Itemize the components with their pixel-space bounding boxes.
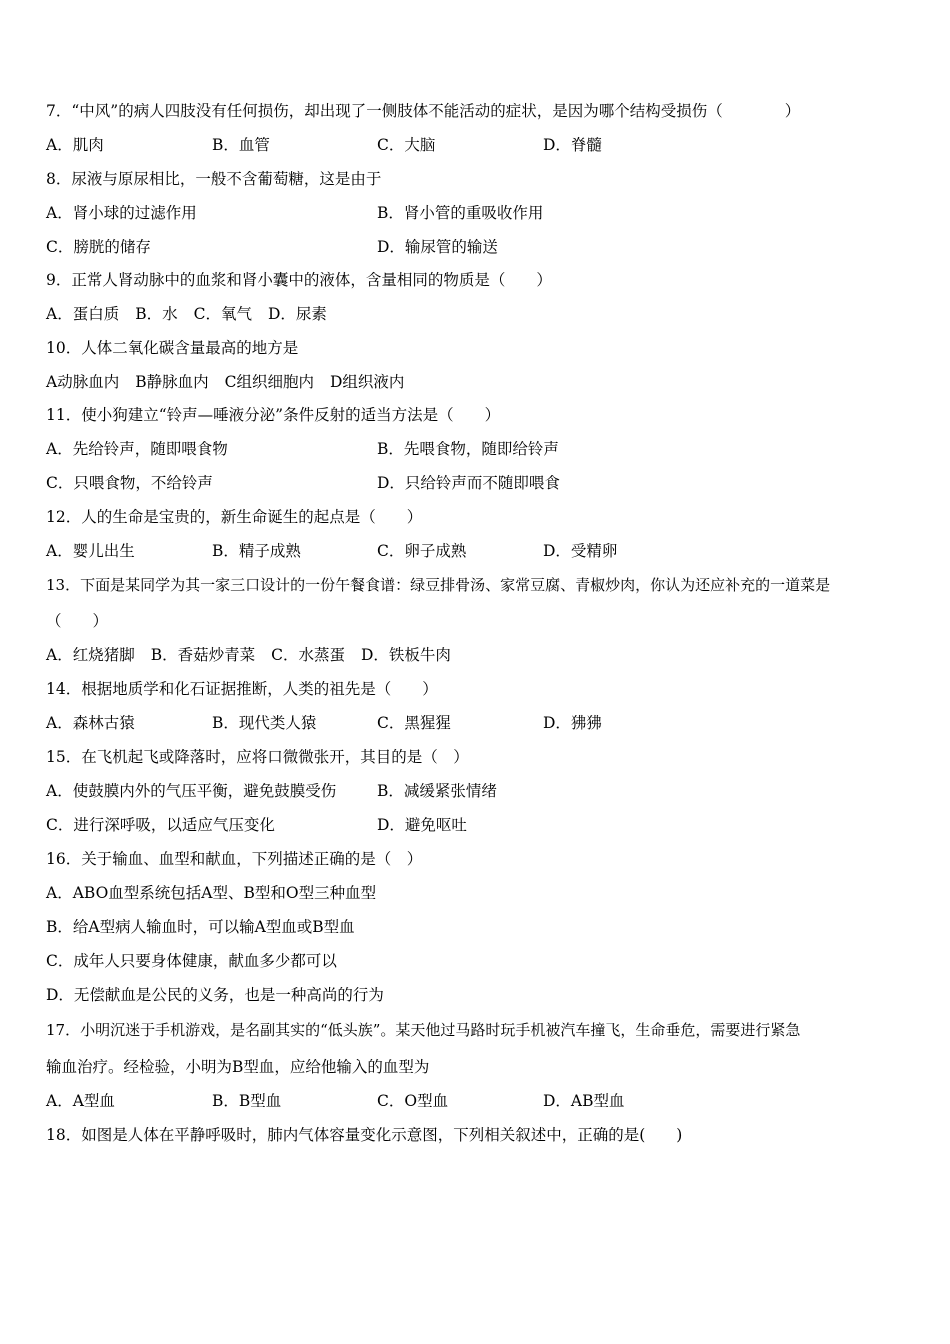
question-17-stem-line-2: 输血治疗。经检验，小明为B型血，应给他输入的血型为 bbox=[46, 1058, 430, 1076]
question-7-option-b: B．血管 bbox=[212, 136, 270, 154]
question-16-option-d: D．无偿献血是公民的义务，也是一种高尚的行为 bbox=[46, 986, 384, 1004]
question-11-option-c: C．只喂食物，不给铃声 bbox=[46, 474, 213, 492]
question-7-option-c: C．大脑 bbox=[377, 136, 436, 154]
question-10-options bbox=[46, 372, 420, 392]
question-15-option-d: D．避免呕吐 bbox=[377, 816, 467, 834]
question-12-option-b: B．精子成熟 bbox=[212, 542, 301, 560]
question-16-option-c: C．成年人只要身体健康，献血多少都可以 bbox=[46, 952, 337, 970]
question-18-stem: 18．如图是人体在平静呼吸时，肺内气体容量变化示意图，下列相关叙述中，正确的是( ) bbox=[46, 1126, 683, 1144]
question-8-stem: 8．尿液与原尿相比，一般不含葡萄糖，这是由于 bbox=[46, 170, 382, 188]
question-13-stem-line-2: （ ） bbox=[46, 612, 109, 630]
question-13-options bbox=[46, 645, 467, 665]
question-16-option-b: B．给A型病人输血时，可以输A型血或B型血 bbox=[46, 918, 355, 936]
question-11-stem: 11．使小狗建立“铃声—唾液分泌”条件反射的适当方法是（ ） bbox=[46, 406, 501, 424]
question-10-option-c: C组织细胞内 bbox=[224, 373, 314, 391]
question-9-option-d: D．尿素 bbox=[267, 305, 327, 323]
question-9-option-a: A．蛋白质 bbox=[46, 305, 120, 323]
question-17-stem-line-1: 17．小明沉迷于手机游戏，是名副其实的“低头族”。某天他过马路时玩手机被汽车撞飞，生命垂危，需要进行紧急 bbox=[46, 1021, 801, 1039]
question-8-option-a: A．肾小球的过滤作用 bbox=[46, 204, 197, 222]
question-15-stem: 15．在飞机起飞或降落时，应将口微微张开，其目的是（ ） bbox=[46, 748, 469, 766]
question-17-option-a: A．A型血 bbox=[46, 1092, 115, 1110]
question-11-option-b: B．先喂食物，随即给铃声 bbox=[377, 440, 559, 458]
question-14-option-b: B．现代类人猿 bbox=[212, 714, 317, 732]
question-8-option-b: B．肾小管的重吸收作用 bbox=[377, 204, 544, 222]
question-15-option-b: B．减缓紧张情绪 bbox=[377, 782, 497, 800]
question-14-option-a: A．森林古猿 bbox=[46, 714, 135, 732]
question-12-option-d: D．受精卵 bbox=[543, 542, 618, 560]
question-15-option-a: A．使鼓膜内外的气压平衡，避免鼓膜受伤 bbox=[46, 782, 337, 800]
question-13-option-b: B．香菇炒青菜 bbox=[150, 646, 256, 664]
question-7-option-a: A．肌肉 bbox=[46, 136, 104, 154]
question-7-stem: 7．“中风”的病人四肢没有任何损伤，却出现了一侧肢体不能活动的症状，是因为哪个结构受损伤（ ） bbox=[46, 102, 801, 120]
question-11-option-a: A．先给铃声，随即喂食物 bbox=[46, 440, 228, 458]
question-14-option-d: D．狒狒 bbox=[543, 714, 602, 732]
question-16-option-a: A．ABO血型系统包括A型、B型和O型三种血型 bbox=[46, 884, 377, 902]
question-15-option-c: C．进行深呼吸，以适应气压变化 bbox=[46, 816, 275, 834]
question-9-option-c: C．氧气 bbox=[193, 305, 252, 323]
question-14-option-c: C．黑猩猩 bbox=[377, 714, 451, 732]
question-8-option-d: D．输尿管的输送 bbox=[377, 238, 498, 256]
question-13-stem-line-1: 13．下面是某同学为其一家三口设计的一份午餐食谱：绿豆排骨汤、家常豆腐、青椒炒肉，你认为还应补充的一道菜是 bbox=[46, 576, 831, 594]
question-7-option-d: D．脊髓 bbox=[543, 136, 602, 154]
question-10-stem: 10．人体二氧化碳含量最高的地方是 bbox=[46, 339, 299, 357]
question-13-option-c: C．水蒸蛋 bbox=[271, 646, 345, 664]
question-17-option-d: D．AB型血 bbox=[543, 1092, 625, 1110]
question-8-option-c: C．膀胱的储存 bbox=[46, 238, 151, 256]
question-11-option-d: D．只给铃声而不随即喂食 bbox=[377, 474, 560, 492]
question-16-stem: 16．关于输血、血型和献血，下列描述正确的是（ ） bbox=[46, 850, 423, 868]
question-13-option-a: A．红烧猪脚 bbox=[46, 646, 135, 664]
question-10-option-d: D组织液内 bbox=[329, 373, 405, 391]
question-9-option-b: B．水 bbox=[135, 305, 178, 323]
question-13-option-d: D．铁板牛肉 bbox=[360, 646, 451, 664]
question-12-stem: 12．人的生命是宝贵的，新生命诞生的起点是（ ） bbox=[46, 508, 423, 526]
question-12-option-c: C．卵子成熟 bbox=[377, 542, 467, 560]
question-9-stem: 9．正常人肾动脉中的血浆和肾小囊中的液体，含量相同的物质是（ ） bbox=[46, 271, 552, 289]
question-9-options bbox=[46, 304, 343, 324]
question-10-option-a: A动脉血内 bbox=[46, 373, 120, 391]
question-17-option-c: C．O型血 bbox=[377, 1092, 449, 1110]
question-10-option-b: B静脉血内 bbox=[135, 373, 209, 391]
question-14-stem: 14．根据地质学和化石证据推断，人类的祖先是（ ） bbox=[46, 680, 438, 698]
question-17-option-b: B．B型血 bbox=[212, 1092, 282, 1110]
question-12-option-a: A．婴儿出生 bbox=[46, 542, 135, 560]
